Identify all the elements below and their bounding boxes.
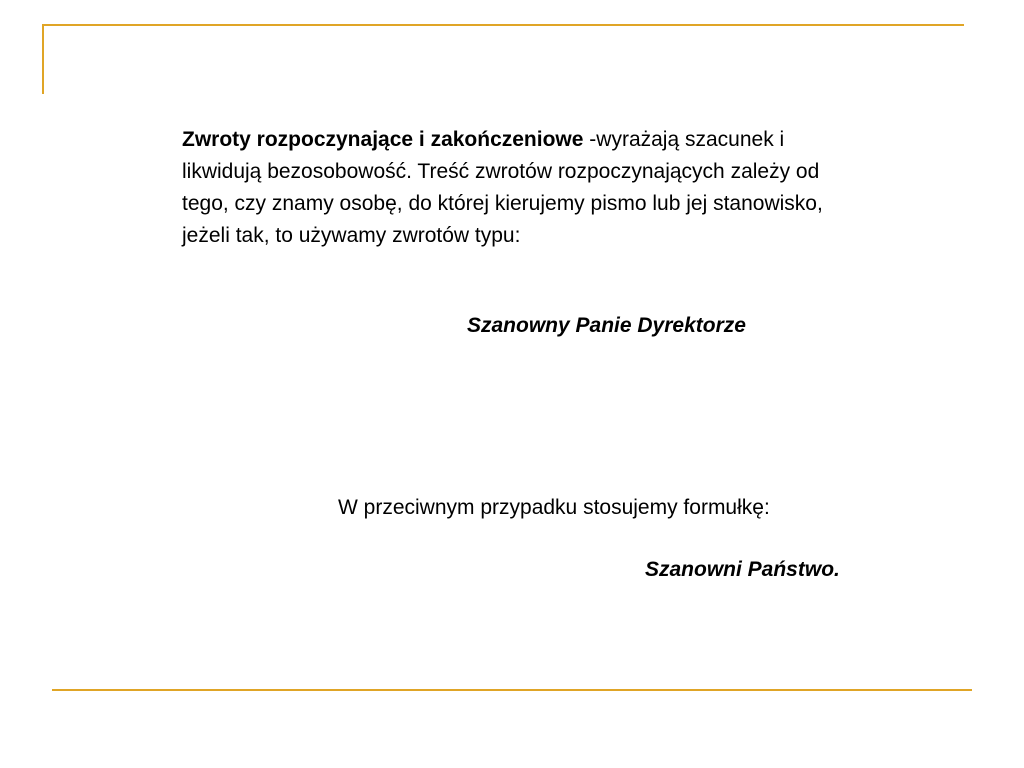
salutation-known-recipient: Szanowny Panie Dyrektorze [467, 314, 746, 337]
intro-body-text: -wyrażają szacunek i likwidują bezosobowość. Treść zwrotów rozpoczynających zależy od tego, czy znamy osobę, do której kierujemy pismo lub jej stanowisko, jeżeli tak, to używamy zwrotów typu: [182, 128, 823, 247]
top-accent-line [42, 24, 964, 26]
intro-paragraph [182, 124, 832, 252]
salutation-unknown-recipient: Szanowni Państwo. [645, 558, 840, 581]
intro-lead-bold: Zwroty rozpoczynające i zakończeniowe [182, 128, 584, 151]
left-accent-line [42, 24, 44, 94]
otherwise-text: W przeciwnym przypadku stosujemy formułkę: [338, 496, 770, 519]
bottom-accent-line [52, 689, 972, 691]
